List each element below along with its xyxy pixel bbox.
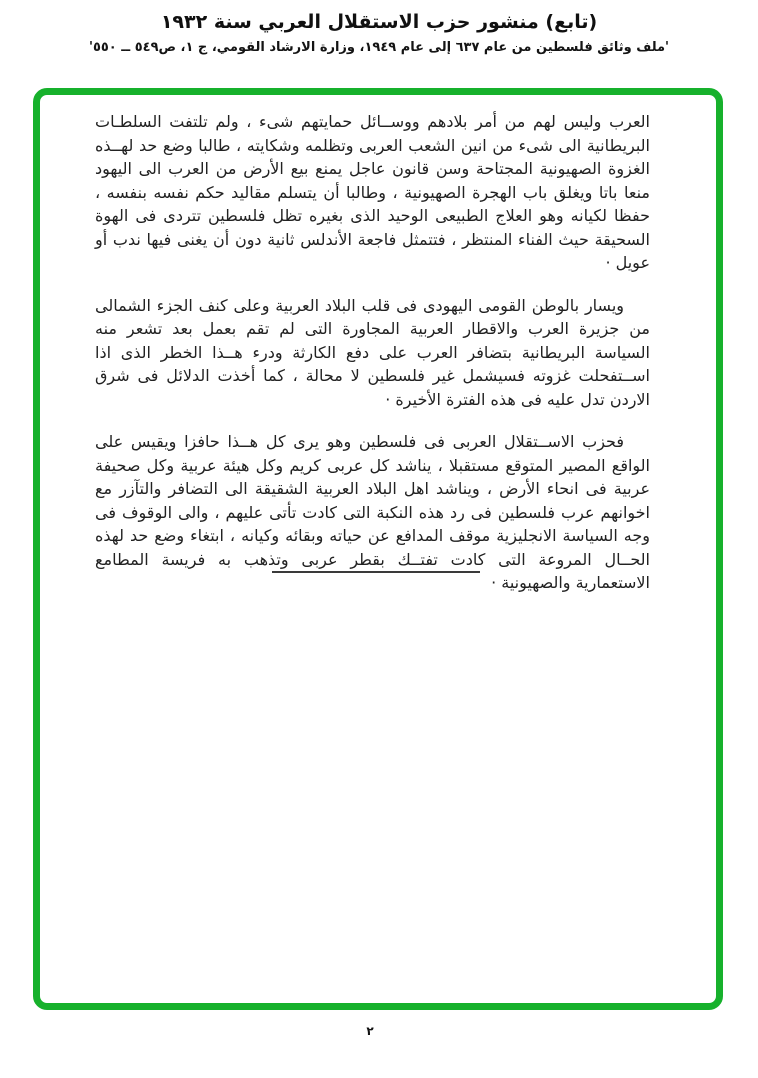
section-divider	[272, 571, 480, 573]
document-title: (تابع) منشور حزب الاستقلال العربي سنة ١٩٣٢	[160, 11, 598, 33]
page-number: ٢	[366, 1024, 374, 1038]
page-header	[0, 0, 758, 55]
green-border-frame	[33, 88, 723, 1010]
paragraph-1: العرب وليس لهم من أمر بلادهم ووســائل حمايتهم شىء ، ولم تلتفت السلطـات البريطانية الى شىء من انين الشعب العربى وتظلمه وشكايته ، طالبا وضع حد لهــذه الغزوة الصهيونية المجتاحة وسن قانون عاجل يمنع بيع الأرض من العرب الى اليهود منعا باتا ويغلق باب الهجرة الصهيونية ، وطالبا أن يتسلم مقاليد حكم نفسه بنفسه ، حفظا لكيانه وهو العلاج الطبيعى الوحيد الذى بغيره تظل فلسطين تتردى فى الهوة السحيقة حيث الفناء المنتظر ، فتتمثل فاجعة الأندلس ثانية دون أن يغنى فيها ندب أو عويل ·	[95, 112, 650, 272]
paragraph-2: ويسار بالوطن القومى اليهودى فى قلب البلاد العربية وعلى كنف الجزء الشمالى من جزيرة العرب والاقطار العربية المجاورة التى لم تقم بعمل بعد تشعر منه السياسة البريطانية بتضافر العرب على دفع الكارثة ودرء هــذا الخطر الذى اذا اســتفحلت غزوته فسيشمل غير فلسطين لا محالة ، كما أخذت الدلائل فى شرق الاردن تدل عليه فى هذه الفترة الأخيرة ·	[95, 295, 650, 409]
manifesto-text-block	[95, 110, 650, 614]
source-citation: 'ملف وثائق فلسطين من عام ٦٣٧ إلى عام ١٩٤٩، وزارة الارشاد القومي، ج ١، ص٥٤٩ ــ ٥٥٠'	[88, 40, 670, 55]
paragraph-3: فحزب الاســتقلال العربى فى فلسطين وهو يرى كل هــذا حافزا ويقيس على الواقع المصير المتوقع مستقبلا ، يناشد كل عربى كريم وكل هيئة عربية وكل صحيفة عربية فى انحاء الأرض ، ويناشد اهل البلاد العربية الشقيقة الى التضافر والتآزر مع اخوانهم عرب فلسطين فى رد هذه النكبة التى كادت تأتى عليهم ، والى الوقوف فى وجه السياسة الانجليزية موقف المدافع عن حياته وبقائه وكيانه ، ابتغاء وضع حد لهذه الحــال المروعة التى كادت تفتــك بقطر عربى وتذهب به فريسة المطامع الاستعمارية والصهيونية ·	[95, 432, 650, 592]
